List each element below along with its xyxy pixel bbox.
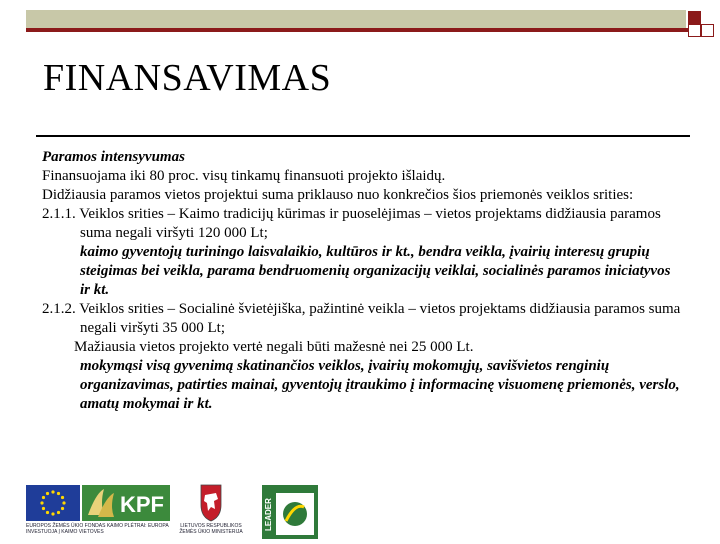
decor-square-filled [688, 11, 701, 24]
body-paragraph-emphasis: kaimo gyventojų turiningo laisvalaikio, kultūros ir kt., bendra veikla, įvairių interesų grupių steigimas bei veikla, parama bendruomenių organizacijų veiklai, socialinės paramos iniciatyvos ir kt. [80, 244, 671, 298]
eu-star-icon [46, 492, 49, 495]
leader-logo-text: LEADER [264, 498, 273, 531]
eu-star-icon [42, 507, 45, 510]
slide-title: FINANSAVIMAS [43, 57, 332, 99]
body-paragraph: 2.1.2. Veiklos srities – Socialinė švietėjiška, pažintinė veikla – vietos projektams didžiausia paramos suma negali viršyti 35 000 Lt; [42, 301, 681, 336]
kpf-logo-text: KPF [120, 492, 164, 517]
leader-logo-icon [262, 485, 318, 539]
body-paragraph-emphasis: mokymąsi visą gyvenimą skatinančios veiklos, įvairių mokomųjų, savišvietos renginių organizavimas, patirties mainai, gyventojų įtraukimo į informacinę visuomenę priemonės, verslo, amatų mokymai ir kt. [80, 358, 680, 412]
lithuania-coat-of-arms-icon [186, 483, 236, 523]
subheading-intensity: Paramos intensyvumas [42, 149, 185, 165]
eu-star-icon [46, 511, 49, 514]
kpf-logo-icon [82, 485, 170, 521]
header-decor-bar [26, 10, 686, 28]
decor-square-outline [688, 24, 701, 37]
decor-square-outline [701, 24, 714, 37]
ministry-caption: LIETUVOS RESPUBLIKOS ŽEMĖS ŪKIO MINISTERIJA [179, 523, 243, 535]
body-paragraph: Finansuojama iki 80 proc. visų tinkamų finansuoti projekto išlaidų. [42, 168, 446, 184]
eu-star-icon [42, 496, 45, 499]
body-paragraph: Didžiausia paramos vietos projektui suma priklauso nuo konkrečios šios priemonės veiklos srities: [42, 187, 634, 203]
title-rule [36, 135, 690, 137]
header-decor-line [26, 28, 706, 32]
body-paragraph: Mažiausia vietos projekto vertė negali būti mažesnė nei 25 000 Lt. [74, 339, 474, 355]
slide-body [42, 148, 682, 414]
eu-flag-icon [26, 485, 80, 521]
eu-star-icon [51, 512, 54, 515]
eu-star-icon [57, 492, 60, 495]
eu-star-icon [62, 501, 65, 504]
eu-star-icon [40, 501, 43, 504]
eu-fund-caption: EUROPOS ŽEMĖS ŪKIO FONDAS KAIMO PLĖTRAI: EUROPA INVESTUOJA Į KAIMO VIETOVES [26, 523, 169, 535]
eu-star-icon [61, 507, 64, 510]
eu-star-icon [51, 490, 54, 493]
body-paragraph: 2.1.1. Veiklos srities – Kaimo tradicijų kūrimas ir puoselėjimas – vietos projektams didžiausia paramos suma negali viršyti 120 000 Lt; [42, 206, 661, 241]
eu-star-icon [61, 496, 64, 499]
eu-star-icon [57, 511, 60, 514]
